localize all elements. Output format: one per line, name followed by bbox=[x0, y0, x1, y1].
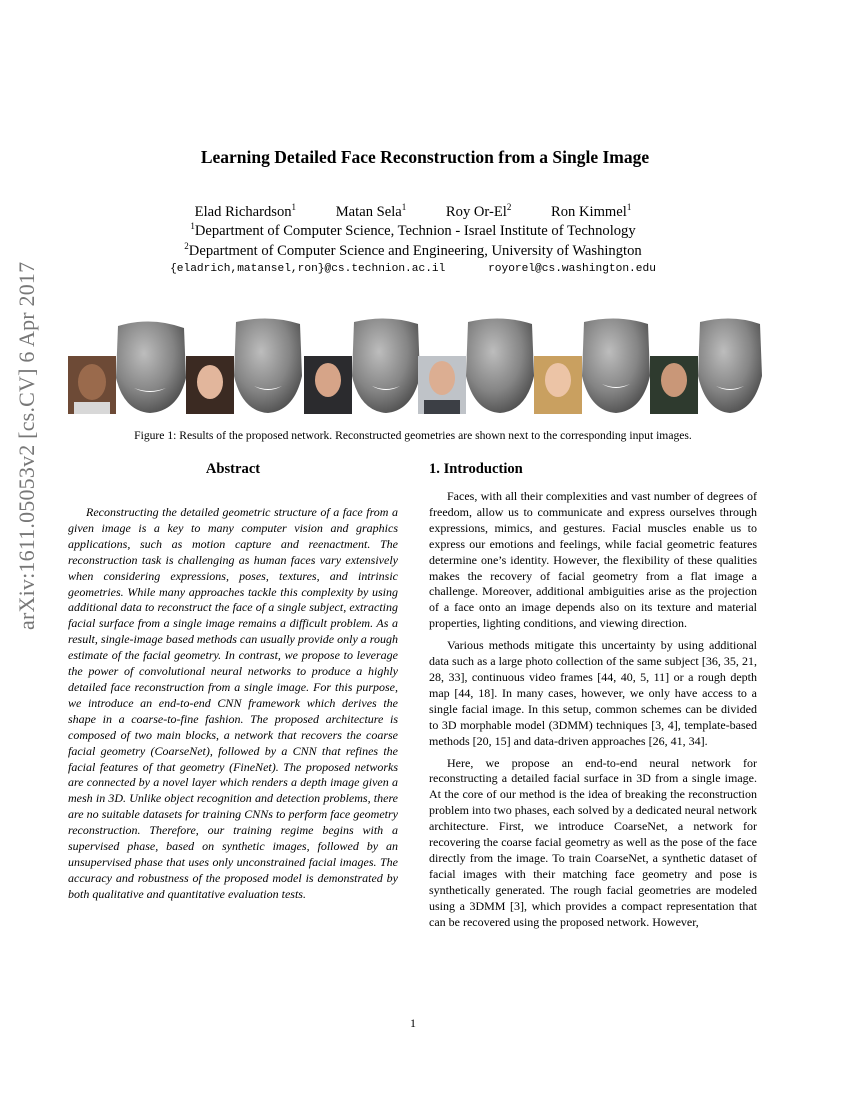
reconstructed-mesh bbox=[698, 318, 762, 413]
email: {eladrich,matansel,ron}@cs.technion.ac.il bbox=[170, 263, 446, 275]
author-list bbox=[0, 202, 826, 221]
figure-caption: Figure 1: Results of the proposed network. Reconstructed geometries are shown next to the corresponding input images. bbox=[134, 429, 692, 442]
author: Roy Or-El$^2$ bbox=[445, 202, 512, 220]
abstract-heading: Abstract bbox=[205, 461, 261, 477]
paragraph: Faces, with all their complexities and vast number of degrees of freedom, allow us to communicate and express ourselves through expressions, mimics, and gestures. Facial muscles enable us to express our emotions and feelings, while facial geometric features determine one’s identity. However, the flexibility of these qualities makes the recovery of facial geometry from a flat image a challenge. Moreover, additional ambiguities arise as the projection of a face onto an image depends also on its texture and material properties, lighting conditions, and viewing direction. bbox=[429, 489, 757, 631]
arxiv-stamp bbox=[14, 261, 54, 630]
reconstructed-mesh bbox=[582, 318, 650, 413]
result-pair bbox=[418, 318, 534, 414]
paragraph: Here, we propose an end-to-end neural network for reconstructing a detailed facial surface in 3D from a single image. At the core of our method is the idea of breaking the reconstruction problem into two phases, each solved by a dedicated neural network architecture. First, we introduce CoarseNet, a network for recovering the coarse facial geometry as well as the pose of the face directly from the image. To train CoarseNet, a synthetic dataset of facial images with their matching face geometry and pose is synthetically generated. The rough facial geometries are modeled using a 3DMM [3], which provides a compact representation that can be recovered using the proposed network. However, bbox=[429, 755, 757, 929]
figure-1-results bbox=[66, 316, 762, 416]
author: Elad Richardson$^1$ bbox=[194, 202, 297, 220]
author: Ron Kimmel$^1$ bbox=[551, 202, 632, 220]
introduction-body bbox=[429, 489, 757, 936]
reconstructed-mesh bbox=[234, 318, 302, 413]
page-number: 1 bbox=[410, 1016, 416, 1030]
author-emails bbox=[0, 263, 826, 275]
result-pair bbox=[534, 318, 650, 414]
paper-title: Learning Detailed Face Reconstruction from a Single Image bbox=[200, 147, 650, 167]
result-pair bbox=[650, 318, 762, 414]
result-pair bbox=[68, 321, 186, 414]
reconstructed-mesh bbox=[116, 321, 186, 413]
reconstructed-mesh bbox=[466, 318, 534, 413]
reconstructed-mesh bbox=[352, 318, 420, 413]
abstract-text: Reconstructing the detailed geometric structure of a face from a given image is a key to many computer vision and graphics applications, such as motion capture and reenactment. The reconstruction task is challenging as human faces vary extensively when considering expressions, poses, textures, and intrinsic geometries. While many approaches tackle this complexity by using additional data to reconstruct the face of a single subject, extracting facial surface from a single image remains a difficult problem. As a result, single-image based methods can usually provide only a rough estimate of the facial geometry. In contrast, we propose to leverage the power of convolutional neural networks to produce a highly detailed face reconstruction from a single image. For this purpose, we introduce an end-to-end CNN framework which derives the shape in a coarse-to-fine fashion. The proposed architecture is composed of two main blocks, a network that recovers the coarse facial geometry (CoarseNet), followed by a CNN that refines the facial features of that geometry (FineNet). The proposed networks are connected by a novel layer which renders a depth image given a mesh in 3D. Unlike object recognition and detection problems, there are no suitable datasets for training CNNs to perform face geometry reconstruction. Therefore, our training regime begins with a supervised phase, based on synthetic images, followed by an unsupervised phase that uses only unconstrained facial images. The accuracy and robustness of the proposed model is demonstrated by both qualitative and quantitative evaluation tests. bbox=[68, 505, 398, 901]
author: Matan Sela$^1$ bbox=[335, 202, 407, 220]
result-pair bbox=[304, 318, 420, 414]
affiliation: $^2$Department of Computer Science and Engineering, University of Washington bbox=[184, 241, 642, 259]
arxiv-id: arXiv:1611.05053v2 [cs.CV] 6 Apr 2017 bbox=[14, 261, 39, 630]
email: royorel@cs.washington.edu bbox=[488, 263, 656, 275]
result-pair bbox=[186, 318, 302, 414]
introduction-heading: 1. Introduction bbox=[429, 461, 523, 477]
affiliation: $^1$Department of Computer Science, Technion - Israel Institute of Technology bbox=[190, 221, 636, 239]
paragraph: Various methods mitigate this uncertainty by using additional data such as a large photo collection of the same subject [36, 35, 21, 28, 33], continuous video frames [44, 40, 5, 11] or a rough depth map [44, 18]. In many cases, however, we only have access to a single facial image. In this setup, common schemes can be divided to 3D morphable model (3DMM) techniques [3, 4], template-based methods [20, 15] and data-driven approaches [26, 41, 34]. bbox=[429, 638, 757, 748]
